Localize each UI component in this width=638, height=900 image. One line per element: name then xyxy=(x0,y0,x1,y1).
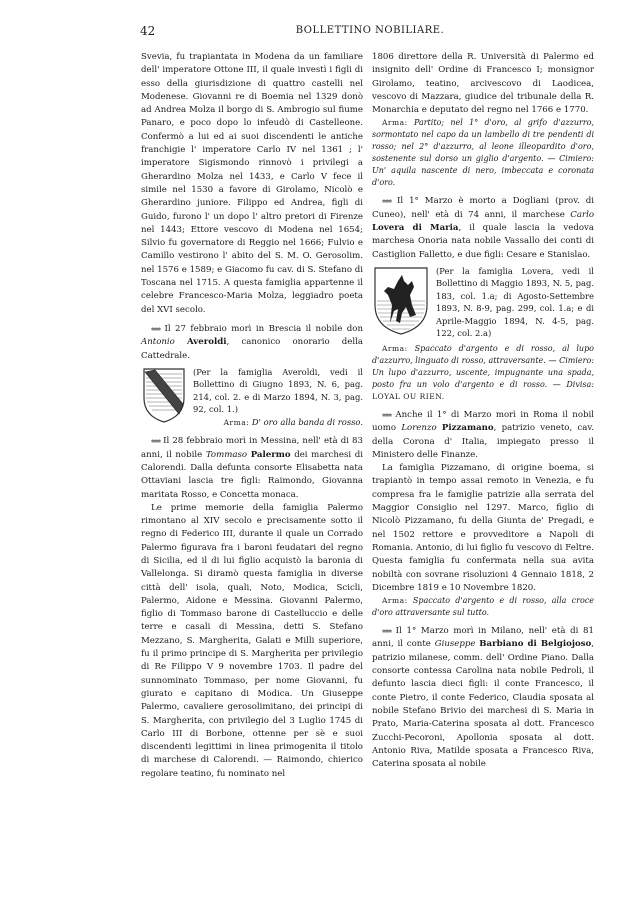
molza-paragraph: Svevia, fu trapiantata in Modena da un familiare dell' imperatore Ottone III, il quale investì i figli di esso della giurisdizione di quattro castelli nel Modenese. Giovanni re di Boemia nel 1329 donò ad Andrea Molza il borgo di S. Ambrogio sul fiume Panaro, e poco dopo lo infeudò di Castelleone. Confermò a lui ed ai suoi discendenti le antiche franchigie l' imperatore Carlo IV nel 1361 ; l' imperatore Sigismondo rinnovò i privilegi a Gherardino Molza nel 1433, e Carlo V fece il simile nel 1530 a favore di Girolamo, Nicolò e Gherardino juniore. Filippo ed Andrea, figli di Guido, furono l' un dopo l' altro pretori di Firenze nel 1443; Ettore vescovo di Modena nel 1654; Silvio fu governatore di Reggio nel 1666; Fulvio e Camillo vestirono l' abito del S. M. O. Gerosolim. nel 1576 e 1589; e Giacomo fu cav. di S. Stefano di Toscana nel 1715. A questa famiglia appartenne il celebre Francesco-Maria Molza, leggiadro poeta del XVI secolo. xyxy=(141,52,363,315)
lovera-coat-of-arms xyxy=(372,265,430,337)
asterism: ⁎⁎⁎ xyxy=(382,409,391,419)
asterism: ⁎⁎⁎ xyxy=(382,626,391,636)
arma-label: Arma: xyxy=(223,417,250,427)
palermo-blazon: Arma: Partito; nel 1° d'oro, al grifo d'azzurro, sormontato nel capo da un lambello di tre pendenti di rosso; nel 2° d'azzurro, al leone illeopardito d'oro, sostenente sul dorso un giglio d'argento. — Cimiero: Un' aquila nascente di nero, imbeccata e coronata d'oro. xyxy=(372,118,594,188)
page-number: 42 xyxy=(140,24,156,38)
arma-label: Arma: xyxy=(382,343,408,353)
lovera-arms-block xyxy=(372,265,594,340)
pizzamano-notice: ⁎⁎⁎ Anche il 1° di Marzo morì in Roma il nobil uomo Lorenzo Pizzamano, patrizio veneto, cav. della Corona d' Italia, impiegato presso il Ministero delle Finanze. xyxy=(372,409,594,460)
pizzamano-history: La famiglia Pizzamano, di origine boema, si trapiantò in tempo assai remoto in Venezia, e fu compresa fra le famiglie patrizie alla serrata del Maggior Consiglio nel 1297. Marco, figlio di Nicolò Pizzamano, fu della Giunta de' Pregadi, e nel 1502 rettore e provveditore a Napoli di Romania. Antonio, di lui figlio fu vescovo di Feltre. Questa famiglia fu confermata nella sua avita nobiltà con sovrane risoluzioni 4 Gennaio 1818, 2 Dicembre 1819 e 10 Novembre 1820. xyxy=(372,463,594,593)
lovera-notice: ⁎⁎⁎ Il 1° Marzo è morto a Dogliani (prov. di Cuneo), nell' età di 74 anni, il marchese Carlo Lovera di Maria, il quale lascia la vedova marchesa Onoria nata nobile Vassallo dei conti di Castiglion Falletto, e due figli: Cesare e Stanislao. xyxy=(372,196,594,260)
pizzamano-blazon: Arma: Spaccato d'argento e di rosso, alla croce d'oro attraversante sul tutto. xyxy=(372,596,595,618)
running-title: BOLLETTINO NOBILIARE. xyxy=(295,25,445,36)
asterism: ⁎⁎⁎ xyxy=(382,196,391,206)
left-column xyxy=(141,51,363,781)
page-header xyxy=(140,24,600,38)
palermo-history: Le prime memorie della famiglia Palermo rimontano al XIV secolo e precisamente sotto il regno di Federico III, durante il quale un Corrado Palermo figurava fra i baroni feudatari del regno di Sicilia, ed il di lui figlio acquistò la baronia di Vallelonga. Si diramò questa famiglia in diverse città dell' isola, quali, Noto, Modica, Scicli, Palermo, Aidone e Messina. Giovanni Palermo, figlio di Tommaso barone di Castelluccio e delle terre e casali di Messina, detti S. Stefano Mezzano, S. Margherita, Galati e Milli superiore, fu il primo principe di S. Margherita per privilegio di Re Filippo V 9 novembre 1703. Il padre del sunnominato Tommaso, per nome Giovanni, fu giurato e capitano di Modica. Un Giuseppe Palermo, cavaliere gerosolimitano, dei principi di S. Margherita, con privilegio del 3 Luglio 1745 di Carlo III di Borbone, ottenne per sè e suoi discendenti legittimi in linea primogenita il titolo di marchese di Calorendi. — Raimondo, chierico regolare teatino, fu nominato nel xyxy=(141,502,363,779)
palermo-notice: ⁎⁎⁎ Il 28 febbraio morì in Messina, nell' età di 83 anni, il nobile Tommaso Palermo dei marchesi di Calorendi. Dalla defunta consorte Elisabetta nata Ottaviani lascia tre figli: Raimondo, Giovanna maritata Rosso, e Concetta monaca. xyxy=(141,436,364,500)
asterism: ⁎⁎⁎ xyxy=(151,323,160,333)
lovera-reference: (Per la famiglia Lovera, vedi il Bollettino di Maggio 1893, N. 5, pag. 183, col. 1.a; di Agosto-Settembre 1893, N. 8-9, pag. 299, col. 1.a; e di Aprile-Maggio 1894, N. 4-5, pag. 122, col. 2.a) xyxy=(436,265,594,339)
motto: LOYAL OU RIEN. xyxy=(372,391,445,401)
arma-label: Arma: xyxy=(382,118,408,128)
averoldi-arms-block xyxy=(141,366,363,430)
right-column xyxy=(372,51,594,771)
palermo-continuation: 1806 direttore della R. Università di Palermo ed insignito dell' Ordine di Francesco I; monsignor Girolamo, teatino, arcivescovo di Laodicea, vescovo di Mazzara, giudice del tribunale della R. Monarchia e deputato del regno nel 1766 e 1770. xyxy=(372,52,594,116)
belgiojoso-notice: ⁎⁎⁎ Il 1° Marzo morì in Milano, nell' età di 81 anni, il conte Giuseppe Barbiano di Belgiojoso, patrizio milanese, comm. dell' Ordine Piano. Dalla consorte contessa Carolina nata nobile Pedroli, il defunto lascia dieci figli: il conte Francesco, il conte Pietro, il conte Federico, Claudia sposata al nobile Stefano Brivio dei marchesi di S. Maria in Prato, Maria-Caterina sposata al dott. Francesco Zucchi-Pecoroni, Apollonia sposata al dott. Antonio Riva, Matilde sposata a Francesco Riva, Caterina sposata al nobile xyxy=(372,626,595,770)
averoldi-blazon: D' oro alla banda di rosso. xyxy=(251,416,363,427)
averoldi-notice: ⁎⁎⁎ Il 27 febbraio morì in Brescia il nobile don Antonio Averoldi, canonico onorario della Cattedrale. xyxy=(141,323,363,361)
asterism: ⁎⁎⁎ xyxy=(151,436,160,446)
arma-label: Arma: xyxy=(382,596,408,606)
averoldi-coat-of-arms xyxy=(141,366,187,424)
averoldi-reference: (Per la famiglia Averoldi, vedi il Bollettino di Giugno 1893, N. 6, pag. 214, col. 2. e di Marzo 1894, N. 3, pag. 92, col. 1.) xyxy=(193,366,363,415)
lovera-blazon: Arma: Spaccato d'argento e di rosso, al lupo d'azzurro, linguato di rosso, attraversante. — Cimiero: Un lupo d'azzurro, uscente, impugnante una spada, posto fra un volo d'argento e di rosso. — Divisa: LOYAL OU RIEN. xyxy=(372,343,595,401)
